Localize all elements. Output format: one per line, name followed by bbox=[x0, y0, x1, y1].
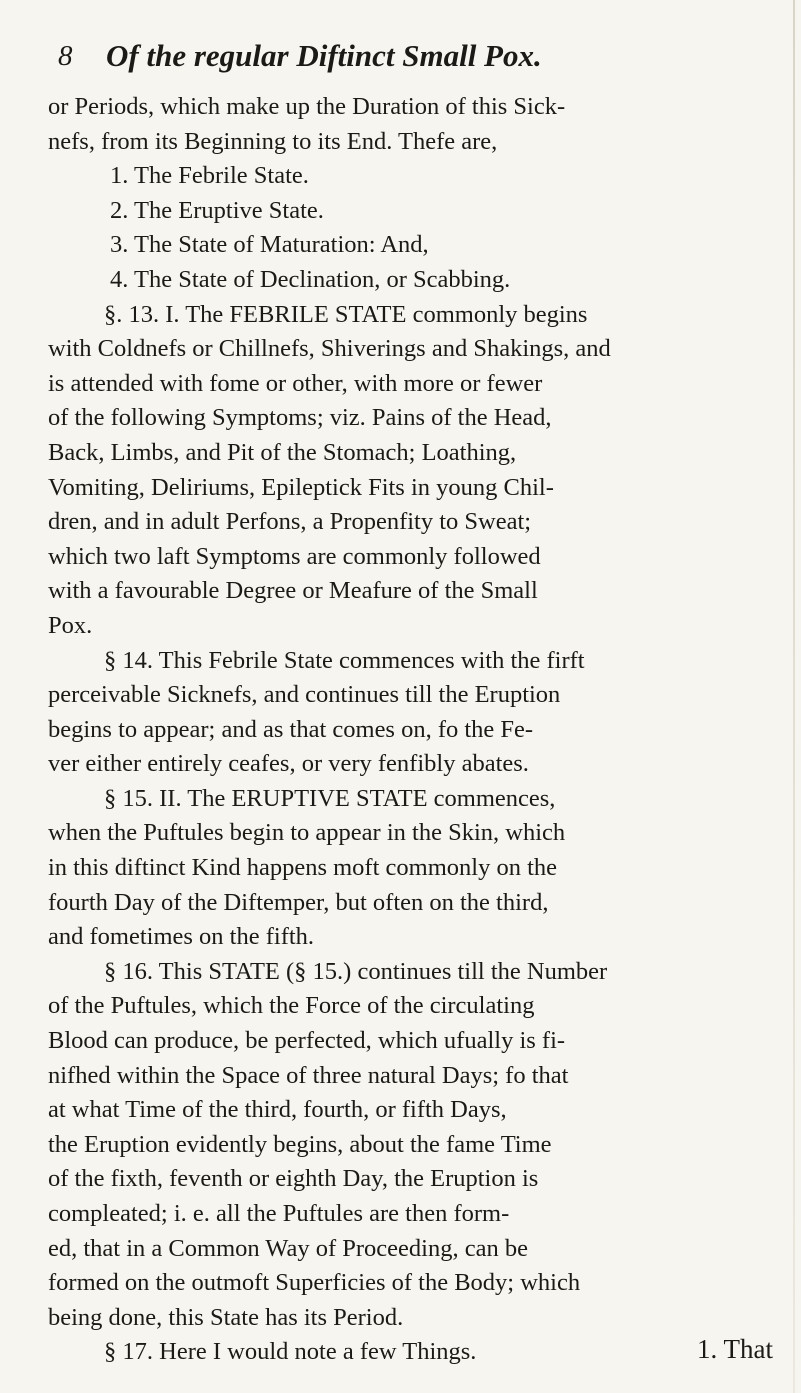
text-line: begins to appear; and as that comes on, fo the Fe- bbox=[48, 715, 534, 743]
text-line: of the Puftules, which the Force of the circulating bbox=[48, 992, 535, 1020]
text-line: in this diftinct Kind happens moft commonly on the bbox=[48, 854, 557, 882]
text-line: is attended with fome or other, with more or fewer bbox=[48, 369, 543, 397]
text-line: with a favourable Degree or Meafure of the Small bbox=[48, 577, 538, 605]
text-line: when the Puftules begin to appear in the Skin, which bbox=[48, 819, 566, 847]
list-item: 2. The Eruptive State. bbox=[110, 196, 324, 224]
text-line: nefs, from its Beginning to its End. Thefe are, bbox=[48, 127, 498, 155]
text-line: ed, that in a Common Way of Proceeding, can be bbox=[48, 1234, 528, 1262]
page-header bbox=[58, 38, 748, 86]
list-item: 4. The State of Declination, or Scabbing. bbox=[110, 265, 511, 293]
text-line: Pox. bbox=[48, 611, 93, 639]
list-item: 1. The Febrile State. bbox=[110, 162, 309, 190]
text-line: fourth Day of the Diftemper, but often on the third, bbox=[48, 888, 549, 916]
page-edge-shadow bbox=[793, 0, 795, 1393]
text-line: nifhed within the Space of three natural Days; fo that bbox=[48, 1061, 569, 1089]
body-text bbox=[48, 90, 774, 1370]
text-line: ver either entirely ceafes, or very fenfibly abates. bbox=[48, 750, 529, 778]
text-line: or Periods, which make up the Duration of this Sick- bbox=[48, 93, 566, 120]
text-line: Blood can produce, be perfected, which ufually is fi- bbox=[48, 1027, 566, 1055]
catchword: 1. That bbox=[697, 1334, 773, 1364]
section-15-start: § 15. II. The ERUPTIVE STATE commences, bbox=[104, 784, 556, 812]
section-14-start: § 14. This Febrile State commences with the firft bbox=[104, 646, 585, 674]
section-17-start: § 17. Here I would note a few Things. bbox=[104, 1338, 477, 1366]
text-line: of the fixth, feventh or eighth Day, the Eruption is bbox=[48, 1165, 539, 1193]
text-line: perceivable Sicknefs, and continues till the Eruption bbox=[48, 681, 561, 709]
text-line: with Coldnefs or Chillnefs, Shiverings and Shakings, and bbox=[48, 335, 611, 363]
text-line: which two laft Symptoms are commonly followed bbox=[48, 542, 541, 570]
text-line: compleated; i. e. all the Puftules are then form- bbox=[48, 1200, 510, 1227]
running-head: Of the regular Diftinct Small Pox. bbox=[106, 38, 542, 73]
text-line: at what Time of the third, fourth, or fifth Days, bbox=[48, 1096, 507, 1124]
text-line: dren, and in adult Perfons, a Propenfity to Sweat; bbox=[48, 508, 532, 536]
section-13-start: §. 13. I. The FEBRILE STATE commonly begins bbox=[104, 300, 588, 328]
text-line: of the following Symptoms; viz. Pains of the Head, bbox=[48, 404, 552, 432]
text-line: and fometimes on the fifth. bbox=[48, 923, 315, 951]
text-line: formed on the outmoft Superficies of the Body; which bbox=[48, 1269, 581, 1297]
section-16-start: § 16. This STATE (§ 15.) continues till the Number bbox=[104, 957, 608, 985]
text-line: Back, Limbs, and Pit of the Stomach; Loathing, bbox=[48, 438, 517, 466]
text-line: being done, this State has its Period. bbox=[48, 1303, 404, 1331]
text-line: the Eruption evidently begins, about the fame Time bbox=[48, 1130, 552, 1158]
list-item: 3. The State of Maturation: And, bbox=[110, 231, 429, 259]
text-line: Vomiting, Deliriums, Epileptick Fits in young Chil- bbox=[48, 473, 554, 501]
page-number: 8 bbox=[58, 40, 73, 72]
